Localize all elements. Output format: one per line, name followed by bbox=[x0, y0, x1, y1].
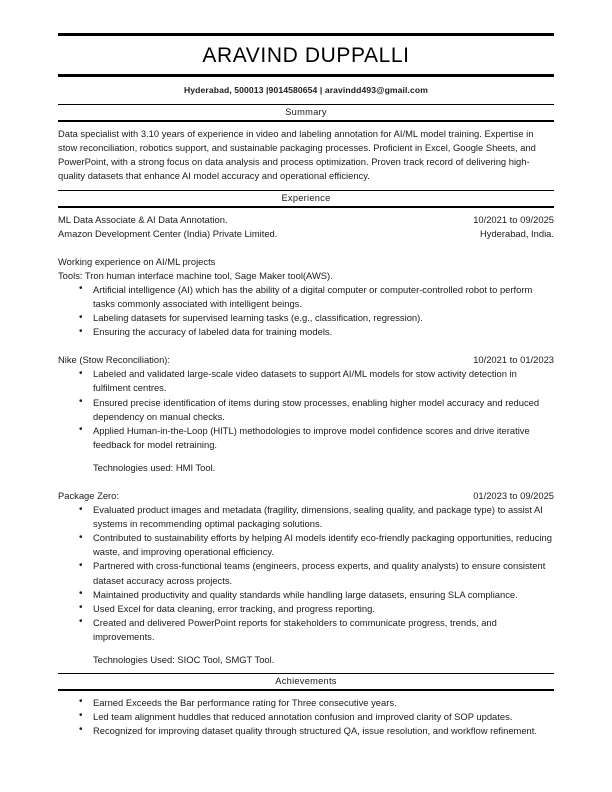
spacer bbox=[58, 241, 554, 255]
project-dates: 01/2023 to 09/2025 bbox=[473, 490, 554, 502]
list-item: • Contributed to sustainability efforts by helping AI models identify eco-friendly packaging opportunities, reducing waste, and improving operational efficiency. bbox=[58, 531, 554, 559]
list-item: • Labeling datasets for supervised learning tasks (e.g., classification, regression). bbox=[58, 311, 554, 325]
project-title: Nike (Stow Reconciliation): bbox=[58, 354, 171, 366]
achievements-bullet-list bbox=[58, 696, 554, 738]
section-heading-experience: Experience bbox=[58, 190, 554, 208]
spacer bbox=[58, 452, 554, 461]
contact-line: Hyderabad, 500013 |9014580654 | aravindd493@gmail.com bbox=[184, 85, 428, 96]
project-header-row bbox=[58, 489, 554, 503]
list-item: • Evaluated product images and metadata (fragility, dimensions, sealing quality, and package type) to assist AI systems in recommending optimal packaging solutions. bbox=[58, 503, 554, 531]
project-title: Package Zero: bbox=[58, 490, 119, 502]
project-dates: 10/2021 to 01/2023 bbox=[473, 354, 554, 366]
list-item: • Artificial intelligence (AI) which has the ability of a digital computer or computer-controlled robot to perform tasks commonly associated with intelligent beings. bbox=[58, 283, 554, 311]
job-title-row bbox=[58, 213, 554, 227]
spacer bbox=[58, 339, 554, 353]
summary-text: Data specialist with 3.10 years of experience in video and labeling annotation for AI/ML model training. Expertise in stow reconciliation, robotics support, and sustainable packaging processes. Proficient in Excel, Google Sheets, and PowerPoint, with a strong focus on data analysis and process optimization. Proven track record of delivering high-quality datasets that enhance AI model accuracy and operational efficiency. bbox=[58, 127, 536, 181]
job-dates: 10/2021 to 09/2025 bbox=[473, 213, 554, 225]
section-heading-achievements: Achievements bbox=[58, 673, 554, 691]
spacer bbox=[58, 644, 554, 653]
spacer bbox=[58, 475, 554, 489]
list-item: • Labeled and validated large-scale video datasets to support AI/ML models for stow activity detection in fulfilment centres. bbox=[58, 367, 554, 395]
list-item: • Partnered with cross-functional teams (engineers, process experts, and quality analysts) to ensure consistent dataset accuracy across projects. bbox=[58, 559, 554, 587]
summary-section-body bbox=[58, 122, 554, 190]
list-item: • Led team alignment huddles that reduced annotation confusion and improved clarity of SOP updates. bbox=[58, 710, 554, 724]
list-item: • Used Excel for data cleaning, error tracking, and progress reporting. bbox=[58, 602, 554, 616]
project-bullet-list bbox=[58, 503, 554, 644]
experience-section-body bbox=[58, 208, 554, 674]
list-item: • Applied Human-in-the-Loop (HITL) methodologies to improve model confidence scores and drive iterative feedback for model retraining. bbox=[58, 424, 554, 452]
section-heading-summary: Summary bbox=[58, 104, 554, 122]
job-bullet-list bbox=[58, 283, 554, 339]
list-item: • Created and delivered PowerPoint reports for stakeholders to communicate progress, trends, and improvements. bbox=[58, 616, 554, 644]
list-item: • Recognized for improving dataset quality through structured QA, issue resolution, and workflow refinement. bbox=[58, 724, 554, 738]
candidate-name: ARAVIND DUPPALLI bbox=[202, 44, 410, 67]
job-title: ML Data Associate & AI Data Annotation. bbox=[58, 213, 228, 225]
list-item: • Earned Exceeds the Bar performance rating for Three consecutive years. bbox=[58, 696, 554, 710]
project-technologies: Technologies Used: SIOC Tool, SMGT Tool. bbox=[93, 654, 275, 666]
job-location: Hyderabad, India. bbox=[479, 227, 554, 239]
achievements-section-body bbox=[58, 691, 554, 738]
job-company-row bbox=[58, 227, 554, 241]
job-intro-line-1: Working experience on AI/ML projects bbox=[58, 255, 216, 267]
project-header-row bbox=[58, 353, 554, 367]
project-bullet-list bbox=[58, 367, 554, 452]
job-intro-line-2: Tools: Tron human interface machine tool, Sage Maker tool(AWS). bbox=[58, 269, 333, 281]
list-item: • Maintained productivity and quality standards while handling large datasets, ensuring SLA compliance. bbox=[58, 588, 554, 602]
list-item: • Ensured precise identification of items during stow processes, enabling higher model accuracy and reduced dependency on manual checks. bbox=[58, 396, 554, 424]
job-company: Amazon Development Center (India) Private Limited. bbox=[58, 227, 278, 239]
list-item: • Ensuring the accuracy of labeled data for training models. bbox=[58, 325, 554, 339]
project-technologies: Technologies used: HMI Tool. bbox=[93, 461, 216, 473]
